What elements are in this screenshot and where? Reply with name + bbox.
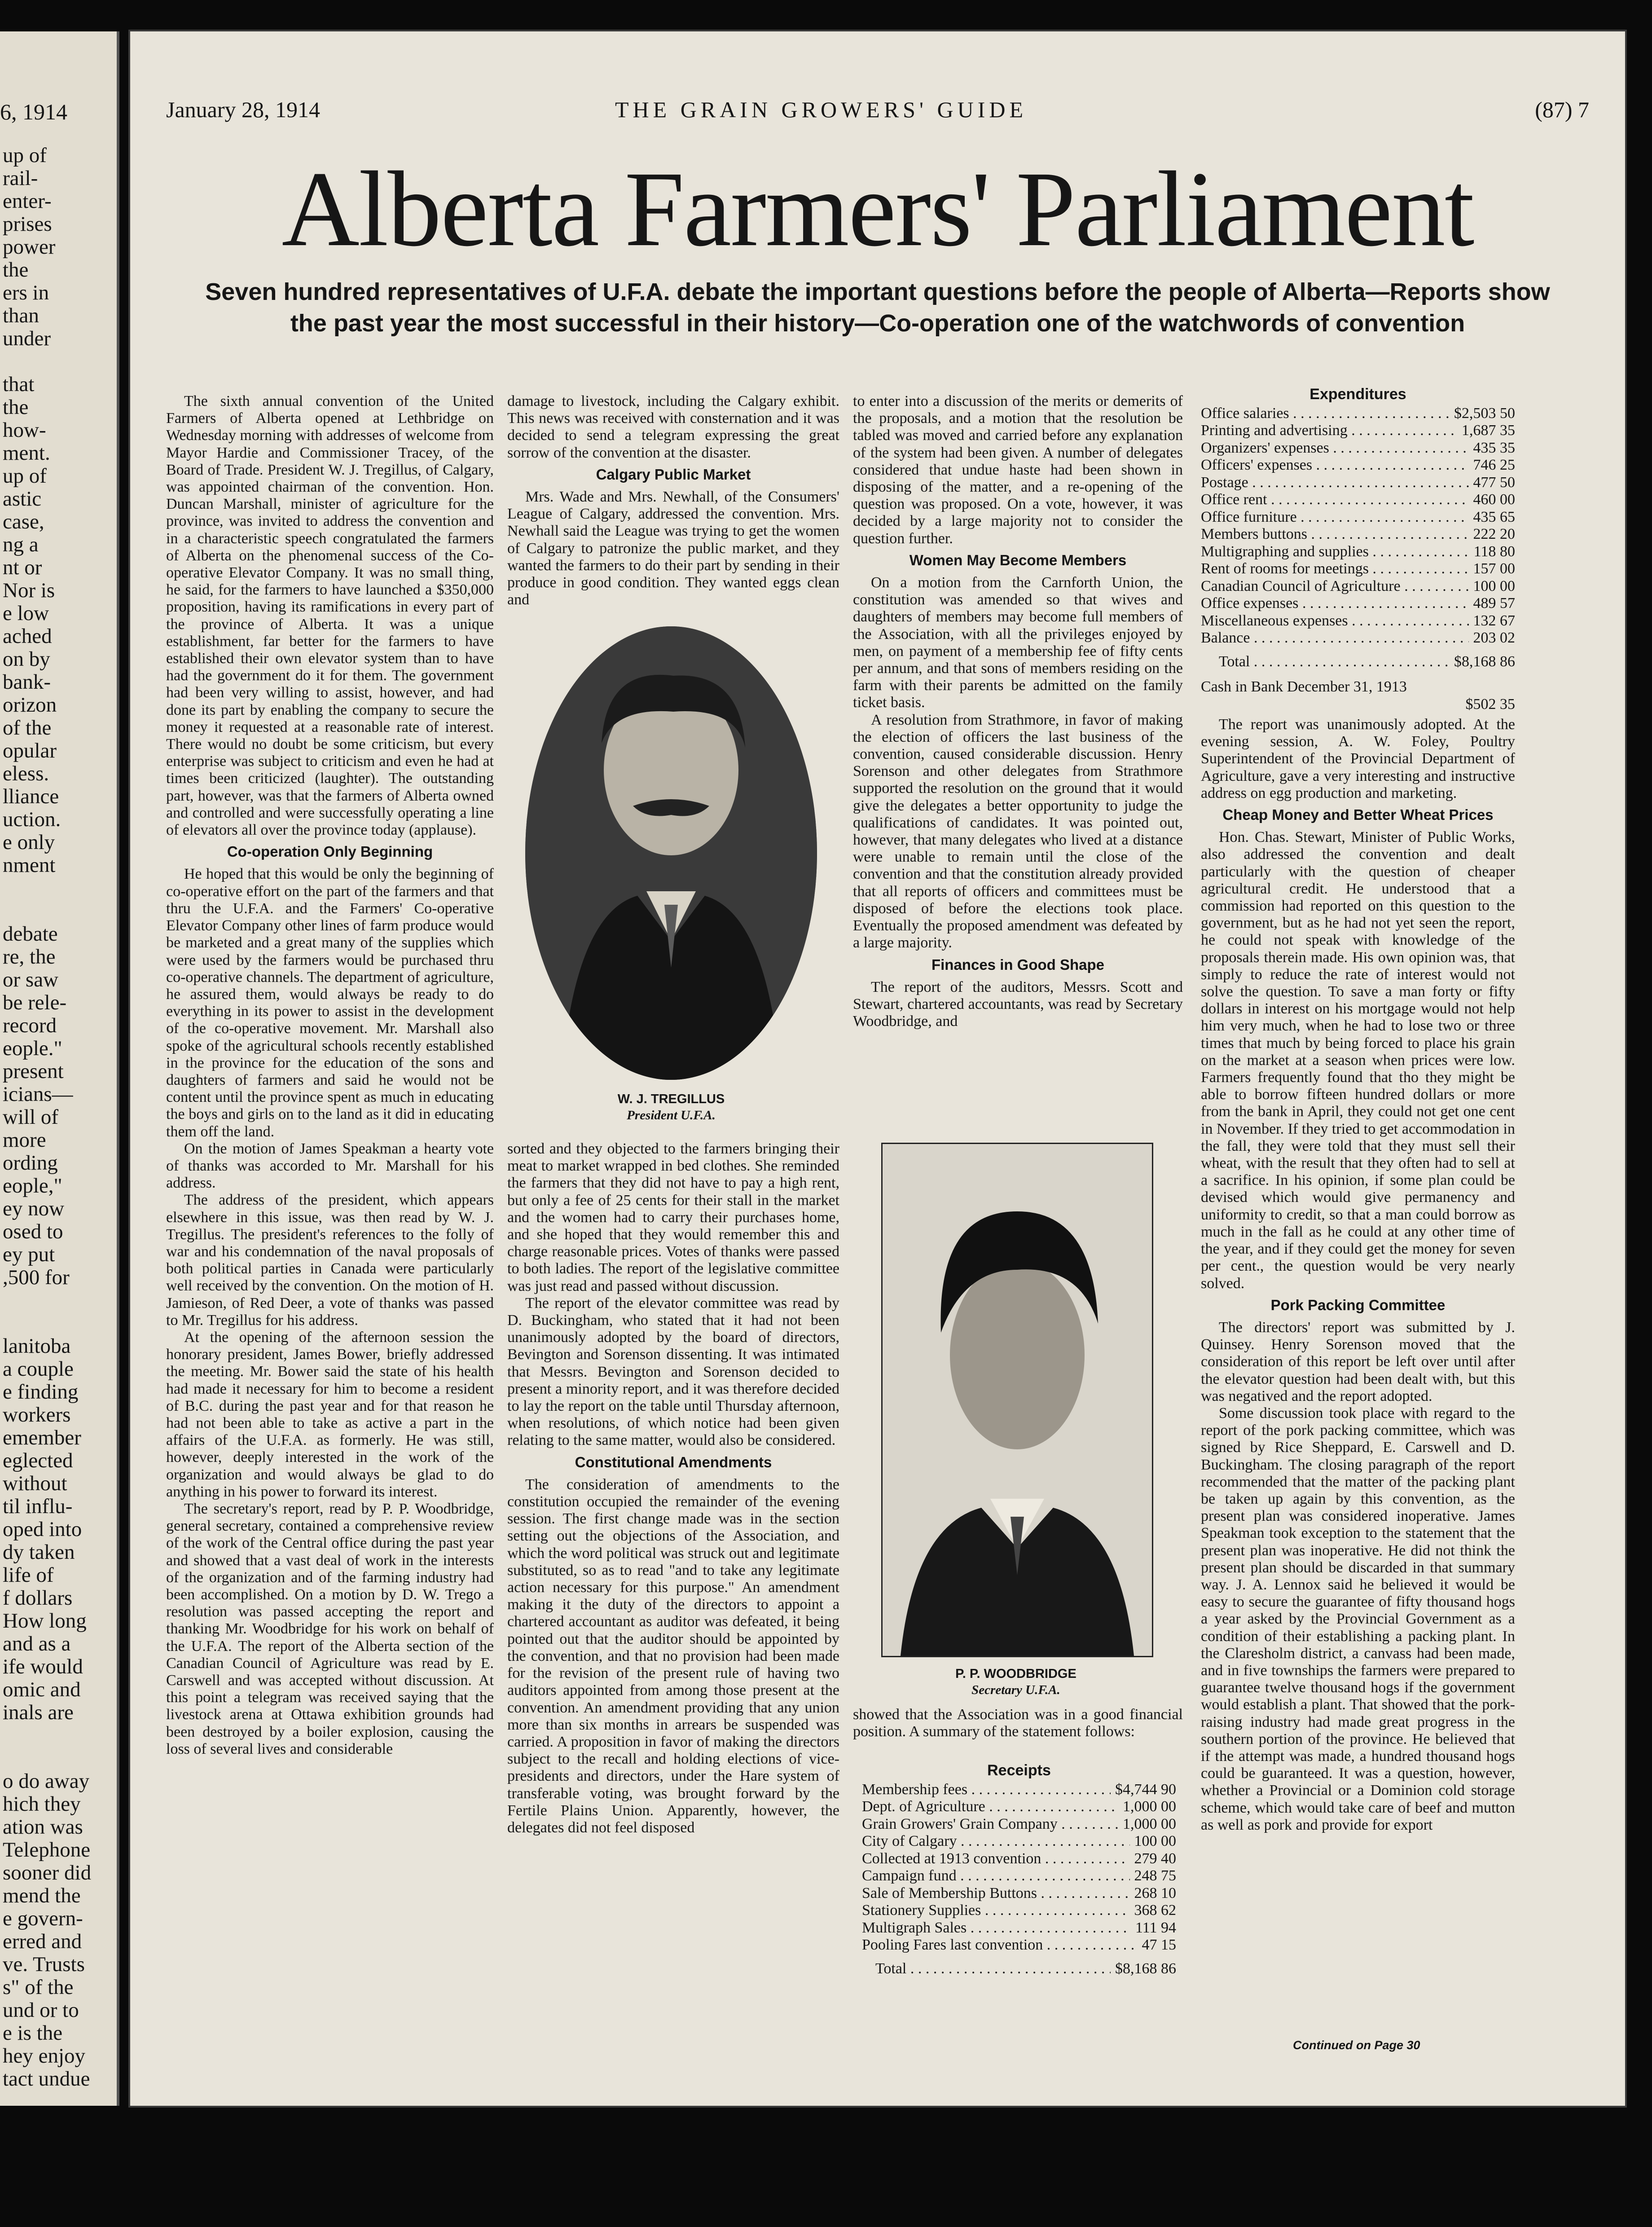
expenditures-row-label: Organizers' expenses . . . (1201, 440, 1469, 457)
caption-woodbridge-name: P. P. WOODBRIDGE (955, 1667, 1076, 1681)
previous-page-line: nt or (3, 556, 42, 579)
previous-page-line: than (3, 304, 39, 327)
previous-page-line: e is the (3, 2021, 63, 2045)
expenditures-row-amount: 489 57 (1473, 595, 1515, 612)
previous-page-line: e govern- (3, 1907, 83, 1930)
previous-page-line: s" of the (3, 1976, 74, 1999)
previous-page-line: Telephone (3, 1838, 91, 1862)
expenditures-row (1201, 595, 1515, 612)
receipts-row-amount: 248 75 (1134, 1867, 1176, 1884)
previous-page-line: eople," (3, 1174, 62, 1197)
caption-tregillus (525, 1091, 817, 1123)
receipts-row-amount: 111 94 (1135, 1919, 1176, 1936)
previous-page-line: a couple (3, 1357, 74, 1381)
receipts-heading: Receipts (987, 1762, 1051, 1779)
expenditures-row-label: Printing and advertising . . . (1201, 422, 1457, 440)
previous-page-line: ording (3, 1151, 58, 1175)
article-paragraph: A resolution from Strathmore, in favor of making the election of officers the last business of the convention, caused considerable discussion. Henry Sorenson and other delegates from Strathmore supported the resolution on the ground that it would give the delegates a better opportunity to judge the qualifications of candidates. It was pointed out, however, that many delegates who lived at a distance were unable to remain until the close of the convention and that the constitution already provided that all reports of officers and committees must be disposed of before the elections took place. Eventually the proposed amendment was defeated by a large majority. (853, 711, 1183, 951)
article-paragraph: On a motion from the Carnforth Union, the constitution was amended so that wives and daughters of members may become full members of the Association, with all the privileges enjoyed by men, on payment of a membership fee of fifty cents per annum, and that sons of members residing on the farm with their parents be admitted on the family ticket basis. (853, 574, 1183, 711)
article-column-2-top (507, 393, 839, 608)
receipts-row-label: Collected at 1913 convention . . . (862, 1850, 1130, 1868)
previous-page-line: the (3, 396, 29, 419)
expenditures-row (1201, 422, 1515, 440)
caption-woodbridge (881, 1666, 1151, 1698)
section-subhead: Constitutional Amendments (575, 1453, 772, 1470)
previous-page-line: debate (3, 922, 58, 946)
article-paragraph: The secretary's report, read by P. P. Woodbridge, general secretary, contained a comprehensive review of the work of the Central office during the past year and showed that a vast deal of work in the interests of the organization and of the farming industry had been accomplished. On a motion by D. W. Trego a resolution was passed accepting the report and thanking Mr. Woodbridge for his work on behalf of the U.F.A. The report of the Alberta section of the Canadian Council of Agriculture was read by E. Carswell and was accepted without discussion. At this point a telegram was received saying that the livestock arena at Ottawa exhibition grounds had been destroyed by a boiler explosion, causing the loss of several lives and considerable (166, 1501, 494, 1757)
portrait-woodbridge (881, 1143, 1153, 1657)
expenditures-row-label: Office expenses . . . (1201, 595, 1469, 612)
expenditures-table (1201, 384, 1515, 713)
article-paragraph: He hoped that this would be only the beginning of co-operative effort on the part of the farmers and that thru the U.F.A. and the Farmers' Co-operative Elevator Company other lines of farm produce would be marketed and a great many of the supplies which were used by the farmers would be purchased thru co-operative channels. The department of agriculture, he assured them, would always be ready to do everything in its power to assist in the development of the co-operative movement. Mr. Marshall also spoke of the agricultural schools recently established in the province for the education of the sons and daughters of farmers and said he would not be content until the province spent as much in educating the boys and girls on to the land as it did in educating them off the land. (166, 866, 494, 1140)
previous-page-line: under (3, 327, 51, 350)
previous-page-line: und or to (3, 1998, 79, 2022)
previous-page-line: be rele- (3, 991, 67, 1014)
expenditures-row (1201, 543, 1515, 561)
article-paragraph: sorted and they objected to the farmers bringing their meat to market wrapped in bed clothes. She reminded the farmers that they did not have to pay a high rent, but only a fee of 25 cents for their stall in the market and the women had to carry their purchases home, and she hoped that they would remember this and charge reasonable prices. Votes of thanks were passed to both ladies. The report of the legislative committee was just read and passed without discussion. (507, 1140, 839, 1294)
expenditures-row-label: Balance . . . (1201, 629, 1469, 647)
portrait-woodbridge-image (883, 1144, 1152, 1656)
receipts-row-amount: 47 15 (1142, 1937, 1176, 1953)
receipts-row-label: Membership fees . . . (862, 1781, 1111, 1799)
receipts-row-label: Pooling Fares last convention . . . (862, 1937, 1138, 1954)
previous-page-line: f dollars (3, 1586, 73, 1610)
previous-page-line: that (3, 373, 35, 396)
article-paragraph: On the motion of James Speakman a hearty vote of thanks was accorded to Mr. Marshall for his address. (166, 1140, 494, 1192)
previous-page-line: opular (3, 739, 57, 762)
receipts-row-label: Stationery Supplies . . . (862, 1902, 1130, 1919)
receipts-row-label: Dept. of Agriculture . . . (862, 1798, 1118, 1816)
previous-page-line: osed to (3, 1220, 63, 1243)
previous-page-line: e finding (3, 1380, 79, 1404)
previous-page-line: icians— (3, 1083, 73, 1106)
previous-page-line: of the (3, 716, 52, 739)
previous-page-line: ve. Trusts (3, 1953, 85, 1976)
article-paragraph: Hon. Chas. Stewart, Minister of Public Works, also addressed the convention and dealt particularly with the question of cheaper agricultural credit. He understood that a commission had reported on this question to the government, but as he had not yet seen the report, he could not speak with knowledge of the proposals therein made. His own opinion was, that simply to reduce the rate of interest would not solve the question. To save a man forty or fifty dollars in interest on his mortgage would not help him very much, when he had to lose two or three times that much by being forced to place his grain on the market at a season when prices were low. Farmers frequently found that tho they might be able to borrow fifteen hundred dollars or more from the bank in April, they could not get one cent in November. If they tried to get accommodation in the fall, they were told that they must sell their wheat, with the result that they often had to sell at a sacrifice. In his opinion, if some plan could be devised which would give permanency and uniformity to credit, so that a man could borrow as much in the fall as he could at any other time of the year, and if they could get the money for seven per cent., the question would be very nearly solved. (1201, 829, 1515, 1292)
article-paragraph: showed that the Association was in a good financial position. A summary of the statement follows: (853, 1706, 1183, 1740)
expenditures-row-label: Rent of rooms for meetings . . . (1201, 560, 1469, 578)
expenditures-row (1201, 509, 1515, 526)
caption-tregillus-role: President U.F.A. (627, 1108, 716, 1122)
expenditures-row-label: Canadian Council of Agriculture . . . (1201, 578, 1469, 595)
expenditures-row-amount: 746 25 (1473, 457, 1515, 473)
previous-page-fragment (0, 31, 119, 2106)
previous-page-line: tact undue (3, 2067, 90, 2091)
receipts-row-amount: 368 62 (1134, 1902, 1176, 1919)
section-subhead: Co-operation Only Beginning (227, 843, 433, 860)
expenditures-row (1201, 560, 1515, 578)
previous-page-line: will of (3, 1105, 59, 1129)
continued-note: Continued on Page 30 (1293, 2038, 1420, 2052)
deck: Seven hundred representatives of U.F.A. debate the important questions before the people of Alberta—Reports show the past year the most successful in their history—Co-operation one of the watchwords of convention (205, 278, 1550, 337)
receipts-row-label: Grain Growers' Grain Company . . . (862, 1816, 1118, 1833)
receipts-row-label: Campaign fund . . . (862, 1867, 1130, 1885)
expenditures-row (1201, 578, 1515, 595)
receipts-row-amount: 268 10 (1134, 1884, 1176, 1901)
expenditures-row-amount: 203 02 (1473, 629, 1515, 646)
expenditures-row-amount: 100 00 (1473, 577, 1515, 594)
previous-page-line: present (3, 1060, 64, 1083)
previous-page-line: and as a (3, 1632, 71, 1655)
article-paragraph: The consideration of amendments to the constitution occupied the remainder of the evening session. The first change made was in the section setting out the objections of the Association, and which the word political was struck out and legitimate substituted, so as to read "and to take any legitimate action necessary for this purpose." An amendment making it the duty of the directors to appoint a chartered accountant as auditor was defeated, it being pointed out that the auditor should be appointed by the convention, and that no provision had been made for the revision of the present rule of having two auditors appointed from among those present at the convention. An amendment providing that any union more than six months in arrears be suspended was carried. A proposition in favor of making the directors subject to the recall and holding elections of vice-presidents and directors, under the Hare system of transferable voting, was brought forward by the Fertile Plains Union. Apparently, however, the delegates did not feel disposed (507, 1476, 839, 1836)
previous-page-date: 6, 1914 (0, 99, 67, 124)
receipts-row (862, 1850, 1176, 1868)
previous-page-line: emember (3, 1426, 81, 1449)
expenditures-row (1201, 440, 1515, 457)
previous-page-line: or saw (3, 968, 58, 991)
expenditures-row-amount: 435 35 (1473, 439, 1515, 456)
previous-page-line: oped into (3, 1518, 82, 1541)
headline: Alberta Farmers' Parliament (281, 149, 1474, 268)
expenditures-row-label: Office salaries . . . (1201, 405, 1450, 423)
previous-page-line: How long (3, 1609, 87, 1633)
previous-page-line: life of (3, 1563, 54, 1587)
expenditures-row-label: Office furniture . . . (1201, 509, 1469, 526)
article-column-2-bottom (507, 1140, 839, 1836)
receipts-row (862, 1798, 1176, 1816)
article-paragraph: Mrs. Wade and Mrs. Newhall, of the Consumers' League of Calgary, addressed the convention. Mrs. Newhall said the League was trying to get the women of Calgary to patronize the public market, and they wanted the farmers to do their part by sending in their produce in good condition. They wanted eggs clean and (507, 489, 839, 608)
section-subhead: Women May Become Members (909, 551, 1127, 568)
receipts-row (862, 1833, 1176, 1850)
previous-page-line: ey put (3, 1243, 55, 1266)
newspaper-page (130, 31, 1625, 2106)
cash-in-bank-amount: $502 35 (1465, 695, 1515, 713)
expenditures-row-amount: 477 50 (1473, 474, 1515, 491)
receipts-total-row (862, 1960, 1176, 1978)
previous-page-line: eless. (3, 762, 49, 785)
receipts-row-amount: 1,000 00 (1123, 1815, 1176, 1832)
section-subhead: Finances in Good Shape (931, 956, 1105, 973)
article-paragraph: to enter into a discussion of the merits or demerits of the proposals, and a motion that the resolution be tabled was moved and carried before any explanation of the system had been given. A number of delegates considered that undue haste had been shown in disposing of the matter, and a re-opening of the question was proposed. On a vote, however, it was decided by a large majority not to consider the question further. (853, 393, 1183, 547)
previous-page-line: e only (3, 831, 55, 854)
article-column-4 (1201, 716, 1515, 1834)
receipts-row (862, 1867, 1176, 1885)
expenditures-row-amount: 1,687 35 (1462, 422, 1515, 439)
receipts-row (862, 1781, 1176, 1799)
receipts-row-label: City of Calgary . . . (862, 1833, 1130, 1850)
article-column-3-top (853, 393, 1183, 1030)
expenditures-row (1201, 629, 1515, 647)
page-number: (87) 7 (1535, 97, 1589, 122)
article-paragraph: The report of the auditors, Messrs. Scott and Stewart, chartered accountants, was read by Secretary Woodbridge, and (853, 978, 1183, 1030)
receipts-row-amount: $4,744 90 (1115, 1781, 1176, 1798)
receipts-total-amount: $8,168 86 (1115, 1960, 1176, 1977)
previous-page-line: astic (3, 487, 42, 511)
section-subhead: Cheap Money and Better Wheat Prices (1222, 806, 1494, 823)
previous-page-line: ,500 for (3, 1266, 70, 1289)
receipts-row-label: Sale of Membership Buttons . . . (862, 1885, 1130, 1902)
expenditures-row-amount: 435 65 (1473, 508, 1515, 525)
article-column-1 (166, 393, 494, 1758)
issue-date: January 28, 1914 (166, 97, 320, 122)
previous-page-line: ey now (3, 1197, 65, 1220)
receipts-table (862, 1760, 1176, 1977)
previous-page-line: mend the (3, 1884, 81, 1907)
previous-page-line: case, (3, 510, 44, 533)
receipts-row (862, 1919, 1176, 1937)
article-column-3-bottom (853, 1706, 1183, 1740)
expenditures-total-amount: $8,168 86 (1454, 653, 1515, 670)
publication-name: THE GRAIN GROWERS' GUIDE (615, 97, 1028, 122)
expenditures-row-amount: 222 20 (1473, 526, 1515, 542)
previous-page-line: ers in (3, 281, 49, 304)
receipts-row-label: Multigraph Sales . . . (862, 1919, 1131, 1937)
previous-page-line: hich they (3, 1792, 81, 1816)
expenditures-total-label: Total . . . (1201, 653, 1450, 671)
previous-page-line: ng a (3, 533, 39, 556)
receipts-row (862, 1902, 1176, 1919)
previous-page-line: orizon (3, 693, 57, 717)
expenditures-row-amount: 118 80 (1473, 543, 1515, 560)
article-paragraph: The sixth annual convention of the United Farmers of Alberta opened at Lethbridge on Wednesday morning with addresses of welcome from Mayor Hardie and Commissioner Tracey, of the Board of Trade. President W. J. Tregillus, of Calgary, was appointed chairman of the convention. Hon. Duncan Marshall, minister of agriculture for the province, was invited to address the convention and in a characteristic speech congratulated the farmers of Alberta on the phenomenal success of the Co-operative Elevator Company. It was no small thing, he said, for the farmers to have launched a $350,000 proposition, having its ramifications in every part of the province of Alberta. It was a unique establishment, far better for the farmers to have established their own elevator system than to have had the government do it for them. The government had been very willing to assist, however, and had done its part by enabling the company to secure the money it requested at a reasonable rate of interest. There would no doubt be some criticism, but every enterprise was subject to criticism and even he had at times been criticized (laughter). The outstanding part, however, was that the farmers of Alberta owned and controlled and were successfully operating a line of elevators all over the province today (applause). (166, 393, 494, 839)
previous-page-line: re, the (3, 945, 56, 968)
article-paragraph: Some discussion took place with regard to the report of the pork packing committee, which was signed by Rice Sheppard, E. Carswell and D. Buckingham. The closing paragraph of the report recommended that the matter of the packing plant be taken up again by this convention, as the present plan was considered inoperative. James Speakman took exception to the statement that the present plan was inoperative. He did not think the present plan should be discarded in that summary way. J. A. Lennox said he believed it would be easy to secure the guarantee of fifty thousand hogs a year asked by the Provincial Government as a condition of their establishing a packing plant. In the Claresholm district, a canvass had been made, and in five townships the farmers were prepared to guarantee twelve thousand hogs if the government would establish a plant. That showed that the pork-raising industry had made great progress in the southern portion of the province. He believed that if the attempt was made, a hundred thousand hogs could be guaranteed. It was a question, however, whether a Provincial or a Dominion cold storage scheme, which would take care of beef and mutton as well as pork and provide for export (1201, 1404, 1515, 1833)
portrait-tregillus (525, 626, 817, 1080)
previous-page-line: ife would (3, 1655, 83, 1678)
expenditures-row-label: Multigraphing and supplies . . . (1201, 543, 1469, 561)
previous-page-line: e low (3, 602, 49, 625)
expenditures-heading: Expenditures (1309, 386, 1406, 403)
portrait-tregillus-image (525, 626, 817, 1080)
receipts-row-amount: 279 40 (1134, 1850, 1176, 1867)
previous-page-line: ached (3, 625, 52, 648)
article-paragraph: damage to livestock, including the Calgary exhibit. This news was received with consternation and it was decided to send a telegram expressing the great sorrow of the convention at the disaster. (507, 393, 839, 461)
expenditures-row-label: Postage . . . (1201, 474, 1469, 492)
previous-page-line: workers (3, 1403, 71, 1426)
expenditures-total-row (1201, 653, 1515, 671)
previous-page-line: the (3, 258, 29, 282)
previous-page-line: enter- (3, 189, 52, 213)
previous-page-line: erred and (3, 1930, 82, 1953)
previous-page-line: more (3, 1128, 46, 1152)
article-paragraph: At the opening of the afternoon session the honorary president, James Bower, briefly addressed the meeting. Mr. Bower said the state of his health had made it necessary for him to become a resident of B.C. during the past year and for that reason he had not been able to take as active a part in the affairs of the U.F.A. as formerly. He was still, however, deeply interested in the work of the organization and would always be glad to do anything in his power to forward its interest. (166, 1329, 494, 1500)
receipts-row-amount: 100 00 (1134, 1833, 1176, 1849)
previous-page-line: eople." (3, 1037, 62, 1060)
previous-page-line: sooner did (3, 1861, 92, 1884)
previous-page-line: up of (3, 464, 47, 488)
article-paragraph: The report of the elevator committee was read by D. Buckingham, who stated that it had not been unanimously adopted by the board of directors, Bevington and Sorenson dissenting. It was intimated that Messrs. Bevington and Sorenson decided to present a minority report, and it was therefore decided to lay the report on the table until Thursday afternoon, when resolutions, of which notice had been given relating to the same matter, would also be considered. (507, 1294, 839, 1449)
expenditures-row (1201, 457, 1515, 474)
expenditures-row-amount: 132 67 (1473, 612, 1515, 629)
previous-page-line: bank- (3, 670, 51, 694)
receipts-total-label: Total . . . (862, 1960, 1111, 1978)
article-paragraph: The address of the president, which appears elsewhere in this issue, was then read by W. J. Tregillus. The president's references to the folly of war and his condemnation of the naval proposals of both political parties in Canada were particularly well received by the convention. On the motion of H. Jamieson, of Red Deer, a vote of thanks was passed to Mr. Tregillus for his address. (166, 1192, 494, 1329)
previous-page-line: on by (3, 647, 50, 671)
previous-page-line: rail- (3, 167, 38, 190)
expenditures-row-amount: $2,503 50 (1454, 405, 1515, 422)
receipts-row (862, 1937, 1176, 1954)
expenditures-row-amount: 157 00 (1473, 560, 1515, 577)
article-paragraph: The report was unanimously adopted. At the evening session, A. W. Foley, Poultry Superintendent of the Provincial Department of Agriculture, gave a very interesting and instructive address on egg production and marketing. (1201, 716, 1515, 801)
previous-page-line: uction. (3, 808, 61, 831)
expenditures-row (1201, 526, 1515, 543)
article-paragraph: The directors' report was submitted by J. Quinsey. Henry Sorenson moved that the consideration of this report be left over until after the elevator question had been dealt with, but this was negatived and the report adopted. (1201, 1319, 1515, 1404)
section-subhead: Pork Packing Committee (1270, 1296, 1446, 1313)
previous-page-line: hey enjoy (3, 2044, 86, 2068)
receipts-row (862, 1885, 1176, 1902)
expenditures-row (1201, 405, 1515, 423)
expenditures-row-label: Officers' expenses . . . (1201, 457, 1469, 474)
previous-page-line: eglected (3, 1449, 73, 1472)
previous-page-line: lanitoba (3, 1334, 71, 1358)
previous-page-line: up of (3, 144, 47, 167)
expenditures-row (1201, 474, 1515, 492)
previous-page-line: ation was (3, 1815, 83, 1839)
caption-tregillus-name: W. J. TREGILLUS (617, 1092, 725, 1106)
previous-page-line: Nor is (3, 579, 55, 602)
previous-page-line: nment (3, 854, 56, 877)
expenditures-row-label: Members buttons . . . (1201, 526, 1469, 543)
previous-page-line: power (3, 235, 56, 259)
receipts-row-amount: 1,000 00 (1123, 1798, 1176, 1815)
previous-page-line: inals are (3, 1701, 74, 1724)
previous-page-line: til influ- (3, 1495, 73, 1518)
expenditures-row-label: Miscellaneous expenses . . . (1201, 612, 1469, 630)
receipts-row (862, 1816, 1176, 1833)
caption-woodbridge-role: Secretary U.F.A. (971, 1683, 1060, 1697)
previous-page-line: omic and (3, 1678, 81, 1701)
expenditures-row-label: Office rent . . . (1201, 491, 1469, 509)
expenditures-row-amount: 460 00 (1473, 491, 1515, 508)
previous-page-line: ment. (3, 441, 50, 465)
previous-page-line: prises (3, 212, 52, 236)
previous-page-line: lliance (3, 785, 59, 808)
expenditures-row (1201, 491, 1515, 509)
cash-in-bank-label: Cash in Bank December 31, 1913 (1201, 678, 1407, 695)
previous-page-line: dy taken (3, 1540, 75, 1564)
previous-page-line: o do away (3, 1769, 90, 1793)
section-subhead: Calgary Public Market (596, 466, 751, 483)
previous-page-line: how- (3, 418, 46, 442)
previous-page-line: record (3, 1014, 57, 1037)
expenditures-row (1201, 612, 1515, 630)
previous-page-line: without (3, 1472, 67, 1495)
